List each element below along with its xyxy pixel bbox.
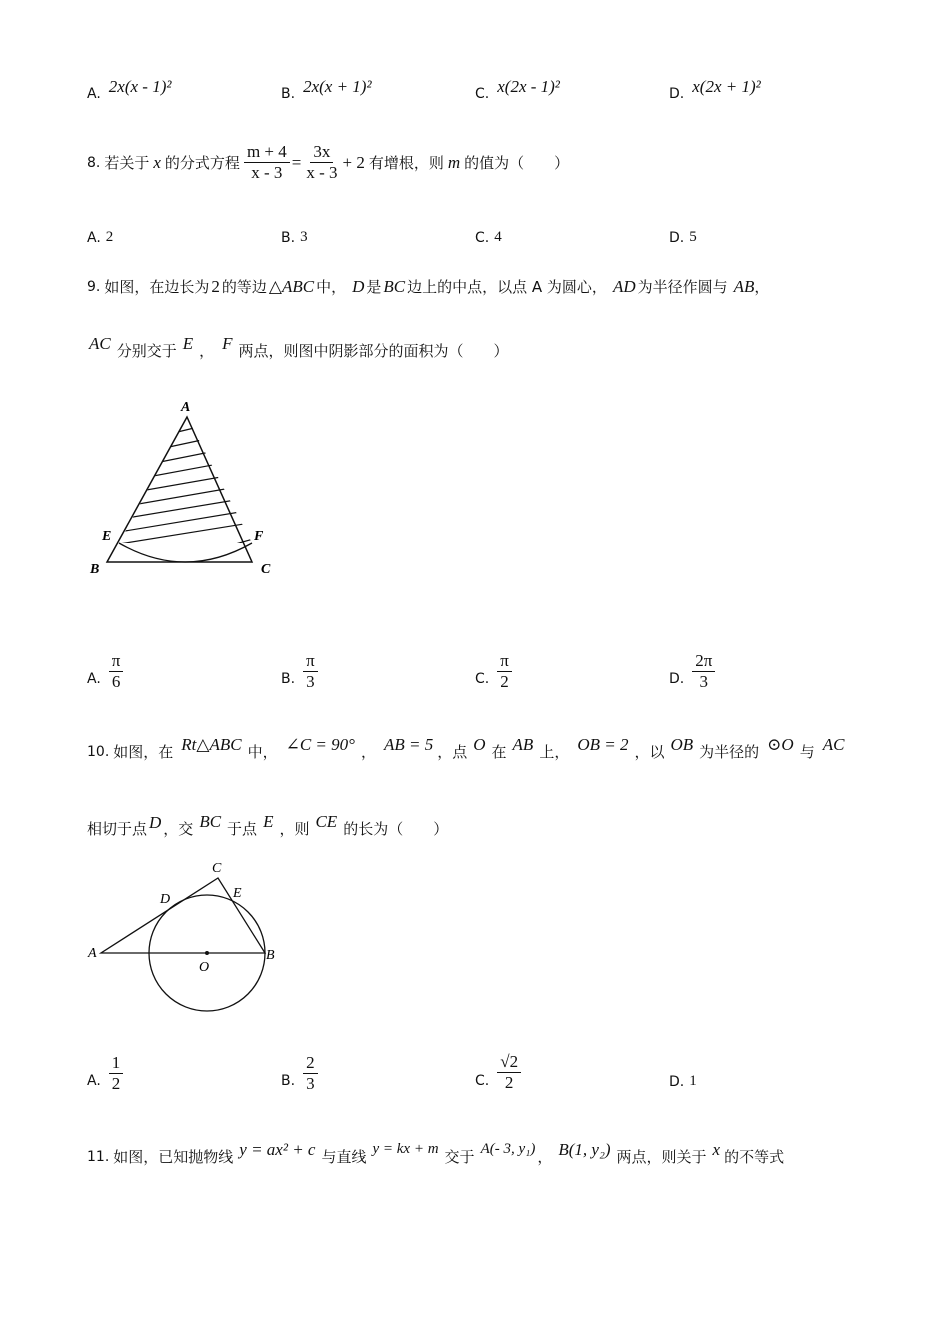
- numerator: √2: [497, 1048, 521, 1073]
- q7-option-a: [87, 77, 172, 102]
- math-ab-length: AB = 5: [383, 734, 434, 754]
- q9-figure: [85, 395, 285, 580]
- math-line: y = kx + m: [372, 1141, 439, 1157]
- math-point-o: O: [473, 734, 486, 754]
- stem-text: 在: [491, 743, 507, 761]
- q10-label-e: E: [233, 886, 242, 901]
- denominator: 2: [111, 1074, 121, 1093]
- option-letter: B.: [281, 670, 296, 687]
- stem-text: 如图，在: [113, 743, 174, 761]
- fraction-left: [244, 142, 290, 183]
- stem-text: 的长为（ ）: [343, 820, 449, 838]
- q9-triangle: [107, 417, 252, 562]
- q9-stem-line2: [89, 333, 509, 361]
- math-segment-ab: AB: [512, 734, 534, 754]
- stem-text: 边上的中点，以点 A 为圆心，: [407, 278, 607, 296]
- option-fraction: [303, 651, 318, 692]
- q7-option-c: [475, 77, 560, 102]
- q10-option-b: [281, 1053, 318, 1094]
- option-letter: C.: [475, 86, 490, 102]
- numerator: π: [303, 651, 318, 672]
- option-letter: A.: [87, 1072, 101, 1089]
- stem-text: 有增根，则: [368, 154, 444, 172]
- option-letter: C.: [475, 1072, 490, 1089]
- option-letter: D.: [669, 229, 685, 246]
- denominator: 6: [111, 672, 121, 691]
- stem-text: 的等边: [221, 278, 267, 296]
- fraction-right: [303, 142, 340, 183]
- option-value: 5: [689, 229, 697, 245]
- option-value: 4: [494, 229, 502, 245]
- denominator: 2: [504, 1073, 514, 1092]
- option-expression: 2x(x - 1)²: [108, 77, 172, 96]
- option-letter: A.: [87, 86, 101, 102]
- q9-arc-ef: [119, 543, 252, 562]
- stem-text: ，则: [279, 820, 310, 838]
- q10-label-a: A: [88, 946, 97, 961]
- option-fraction: [497, 1048, 521, 1093]
- stem-text: 的不等式: [724, 1148, 785, 1166]
- math-segment-ob: OB: [670, 734, 694, 754]
- math-point-a: A(- 3, y₁): [480, 1141, 536, 1157]
- numerator: 1: [109, 1053, 124, 1074]
- math-rt-triangle: Rt△ABC: [181, 734, 242, 754]
- denominator: 3: [306, 672, 315, 691]
- option-letter: C.: [475, 229, 490, 246]
- question-number: 8.: [87, 154, 101, 171]
- question-number: 10.: [87, 743, 110, 760]
- q10-label-o: O: [199, 960, 210, 975]
- math-side: 2: [211, 276, 220, 296]
- question-number: 9.: [87, 278, 101, 295]
- math-segment-ad: AD: [612, 276, 636, 296]
- denominator: x - 3: [306, 163, 338, 182]
- math-point-e: E: [182, 333, 194, 353]
- stem-text: 如图，在边长为: [104, 278, 210, 296]
- q8-stem: [87, 142, 569, 183]
- plus-two: + 2: [342, 152, 365, 172]
- stem-text: ，: [199, 342, 215, 360]
- stem-text: 上，: [539, 743, 570, 761]
- stem-text: 相切于点: [87, 820, 148, 838]
- q10-option-a: [87, 1053, 123, 1094]
- q10-label-c: C: [212, 861, 222, 876]
- option-fraction: [109, 651, 124, 692]
- q8-option-d: [669, 229, 697, 246]
- q7-option-d: [669, 77, 761, 102]
- stem-text: 是: [366, 278, 382, 296]
- option-letter: B.: [281, 86, 296, 102]
- q10-stem-line1: [87, 734, 845, 762]
- math-triangle: △ABC: [268, 276, 315, 296]
- stem-text: 交于: [444, 1148, 475, 1166]
- stem-text: ，: [754, 278, 770, 296]
- q9-option-a: [87, 651, 123, 692]
- stem-text: 分别交于: [116, 342, 177, 360]
- option-letter: C.: [475, 670, 490, 687]
- math-segment-ac: AC: [89, 333, 111, 353]
- q8-option-a: [87, 229, 113, 246]
- denominator: 3: [306, 1074, 315, 1093]
- q11-stem: [87, 1139, 785, 1167]
- stem-text: 于点: [227, 820, 258, 838]
- denominator: 2: [500, 672, 509, 691]
- option-letter: A.: [87, 229, 101, 246]
- math-parabola: y = ax² + c: [239, 1139, 316, 1159]
- q9-label-a: A: [181, 400, 191, 415]
- option-value: 2: [105, 229, 114, 245]
- stem-text: ，: [537, 1148, 553, 1166]
- q9-hatching: [113, 423, 275, 558]
- stem-text: ，点: [437, 743, 468, 761]
- numerator: 2π: [692, 651, 715, 672]
- q10-option-d: [669, 1073, 697, 1090]
- stem-text: 中，: [247, 743, 278, 761]
- q8-option-b: [281, 229, 308, 246]
- math-segment-ac: AC: [822, 734, 845, 754]
- numerator: 2: [303, 1053, 318, 1074]
- math-point-d: D: [352, 276, 365, 296]
- math-point-e: E: [263, 811, 274, 831]
- numerator: m + 4: [244, 142, 290, 163]
- stem-text: ，: [360, 743, 376, 761]
- equals-sign: =: [291, 152, 302, 172]
- q10-center-dot: [205, 951, 209, 955]
- math-segment-ce: CE: [315, 811, 338, 831]
- stem-text: 如图，已知抛物线: [113, 1148, 234, 1166]
- q10-stem-line2: [87, 811, 449, 839]
- stem-text: 与直线: [321, 1148, 367, 1166]
- stem-text: ，以: [634, 743, 665, 761]
- math-segment-ab: AB: [733, 276, 755, 296]
- math-point-b: B(1, y₂): [558, 1139, 611, 1159]
- option-fraction: [303, 1053, 318, 1094]
- math-ob-length: OB = 2: [577, 734, 629, 754]
- math-var-x: x: [712, 1139, 721, 1159]
- q10-figure: [85, 855, 285, 1035]
- q10-option-c: [475, 1048, 521, 1093]
- math-segment-bc: BC: [199, 811, 222, 831]
- q9-option-d: [669, 651, 715, 692]
- option-fraction: [497, 651, 512, 692]
- q9-label-b: B: [90, 562, 100, 577]
- numerator: 3x: [310, 142, 333, 163]
- stem-text: 中，: [316, 278, 347, 296]
- question-number: 11.: [87, 1148, 110, 1165]
- math-point-f: F: [222, 333, 233, 353]
- option-letter: A.: [87, 670, 101, 687]
- var-x: x: [153, 152, 161, 172]
- q10-label-d: D: [160, 892, 171, 907]
- q10-label-b: B: [266, 948, 275, 963]
- stem-text: 的分式方程: [164, 154, 240, 172]
- q9-label-e: E: [102, 529, 112, 544]
- math-segment-bc: BC: [383, 276, 406, 296]
- q9-stem-line1: [87, 276, 769, 297]
- option-expression: x(2x - 1)²: [497, 77, 560, 96]
- q9-option-b: [281, 651, 318, 692]
- option-value: 3: [300, 229, 308, 245]
- stem-text: 为半径的: [699, 743, 760, 761]
- math-circle-o: ⊙O: [767, 734, 794, 754]
- option-letter: D.: [669, 1073, 685, 1090]
- q8-option-c: [475, 229, 502, 246]
- option-letter: B.: [281, 1072, 296, 1089]
- math-point-d: D: [149, 812, 162, 832]
- option-value: 1: [689, 1073, 697, 1089]
- numerator: π: [109, 651, 124, 672]
- q9-option-c: [475, 651, 512, 692]
- option-letter: D.: [669, 670, 685, 687]
- option-fraction: [109, 1053, 124, 1094]
- q9-label-f: F: [254, 529, 264, 544]
- stem-text: 为半径作圆与: [637, 278, 728, 296]
- option-expression: 2x(x + 1)²: [303, 77, 372, 96]
- var-m: m: [447, 152, 461, 172]
- denominator: 3: [699, 672, 709, 691]
- option-expression: x(2x + 1)²: [692, 77, 761, 96]
- stem-text: 若关于: [104, 154, 150, 172]
- denominator: x - 3: [251, 163, 283, 182]
- stem-text: ，交: [163, 820, 194, 838]
- numerator: π: [497, 651, 512, 672]
- math-angle-c: ∠C = 90°: [285, 734, 355, 754]
- stem-text: 与: [799, 743, 815, 761]
- stem-text: 的值为（ ）: [464, 154, 570, 172]
- q9-label-c: C: [261, 562, 271, 577]
- stem-text: 两点，则关于: [616, 1148, 707, 1166]
- stem-text: 两点，则图中阴影部分的面积为（ ）: [238, 342, 509, 360]
- option-letter: B.: [281, 229, 296, 246]
- option-fraction: [692, 651, 715, 692]
- option-letter: D.: [669, 86, 685, 102]
- q7-option-b: [281, 77, 372, 102]
